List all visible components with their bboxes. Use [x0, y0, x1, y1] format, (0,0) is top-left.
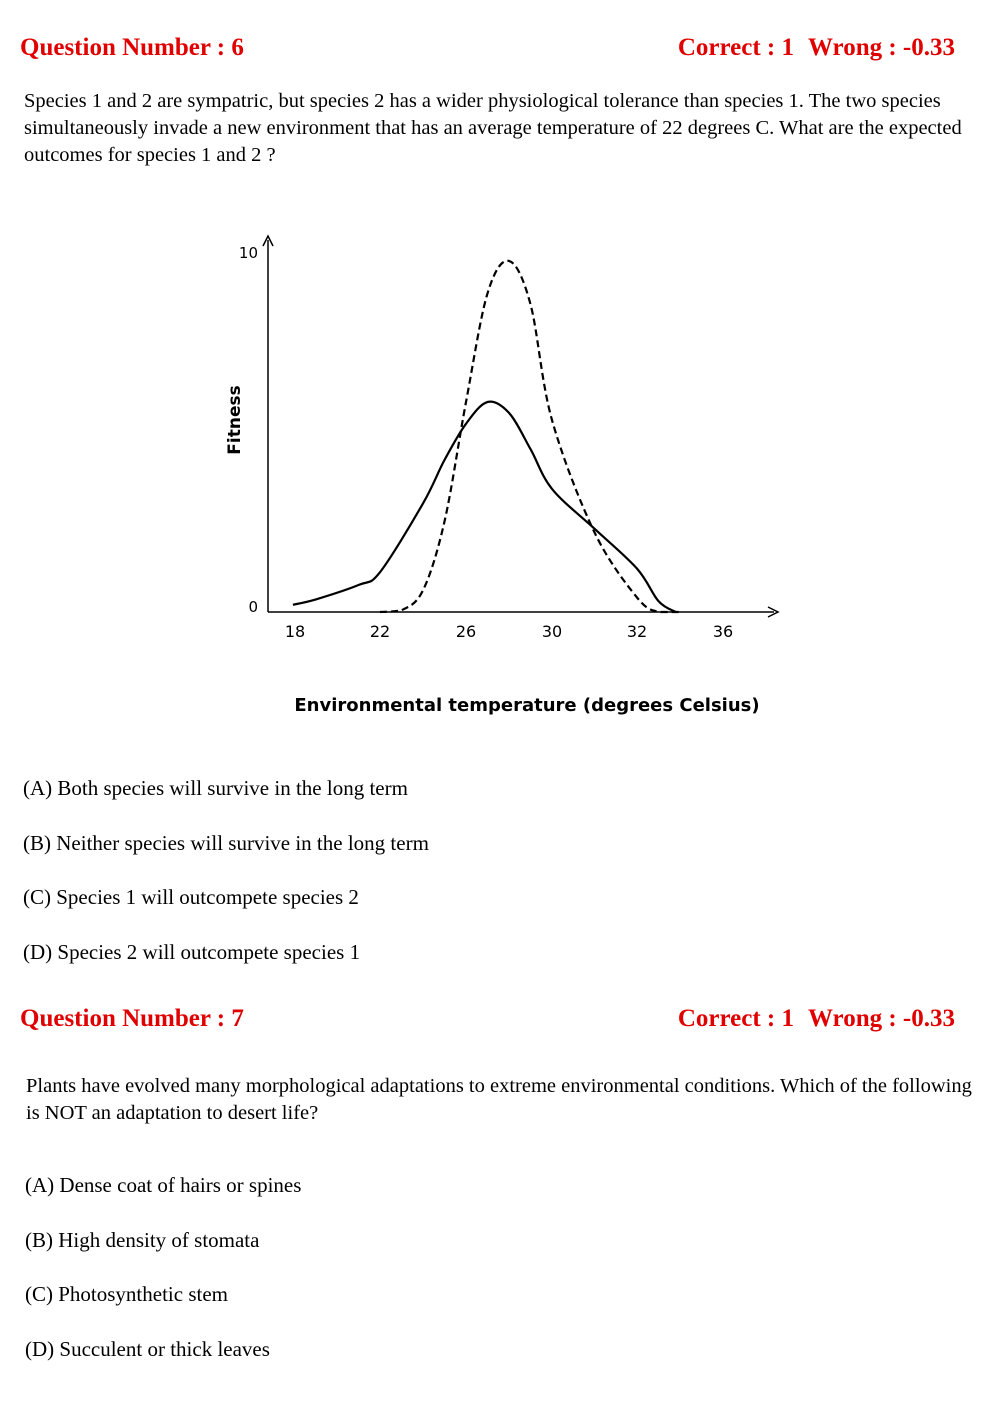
q6-option-d[interactable]: (D) Species 2 will outcompete species 1	[23, 940, 361, 964]
score-info	[670, 1005, 955, 1033]
q6-option-a[interactable]: (A) Both species will survive in the long term	[23, 776, 408, 800]
correct-score: Correct : 1	[677, 1005, 794, 1032]
wrong-score: Wrong : -0.33	[808, 34, 955, 61]
wrong-score: Wrong : -0.33	[808, 1005, 955, 1032]
species-1-curve	[380, 261, 680, 612]
question-number: Question Number : 6	[20, 34, 244, 61]
x-tick-label: 30	[541, 622, 563, 641]
question-7-header	[20, 1005, 955, 1033]
q7-option-c[interactable]: (C) Photosynthetic stem	[25, 1282, 228, 1306]
x-tick-label: 36	[712, 622, 734, 641]
x-tick-label: 32	[626, 622, 648, 641]
question-7-text: Plants have evolved many morphological adaptations to extreme environmental conditions. Which of the following is NOT an adaptation to desert life?	[26, 1075, 972, 1124]
y-tick-10: 10	[238, 244, 258, 262]
x-tick-labels	[285, 622, 733, 641]
x-tick-label: 22	[369, 622, 391, 641]
q7-option-a[interactable]: (A) Dense coat of hairs or spines	[25, 1173, 302, 1197]
q6-option-b[interactable]: (B) Neither species will survive in the long term	[23, 831, 429, 855]
y-axis-label: Fitness	[225, 385, 245, 455]
question-number: Question Number : 7	[20, 1005, 244, 1032]
x-tick-label: 18	[284, 622, 306, 641]
question-6-text: Species 1 and 2 are sympatric, but species 2 has a wider physiological tolerance than species 1. The two species simultaneously invade a new environment that has an average temperature of 22 degrees C. What are the expected outcomes for species 1 and 2 ?	[24, 90, 962, 166]
x-axis-label: Environmental temperature (degrees Celsius)	[294, 695, 760, 716]
correct-score: Correct : 1	[677, 34, 794, 61]
q6-option-c[interactable]: (C) Species 1 will outcompete species 2	[23, 885, 359, 909]
q7-option-d[interactable]: (D) Succulent or thick leaves	[25, 1337, 270, 1361]
q7-option-b[interactable]: (B) High density of stomata	[25, 1228, 260, 1252]
x-tick-label: 26	[455, 622, 477, 641]
y-tick-0: 0	[248, 598, 258, 616]
species-2-curve	[293, 402, 676, 612]
